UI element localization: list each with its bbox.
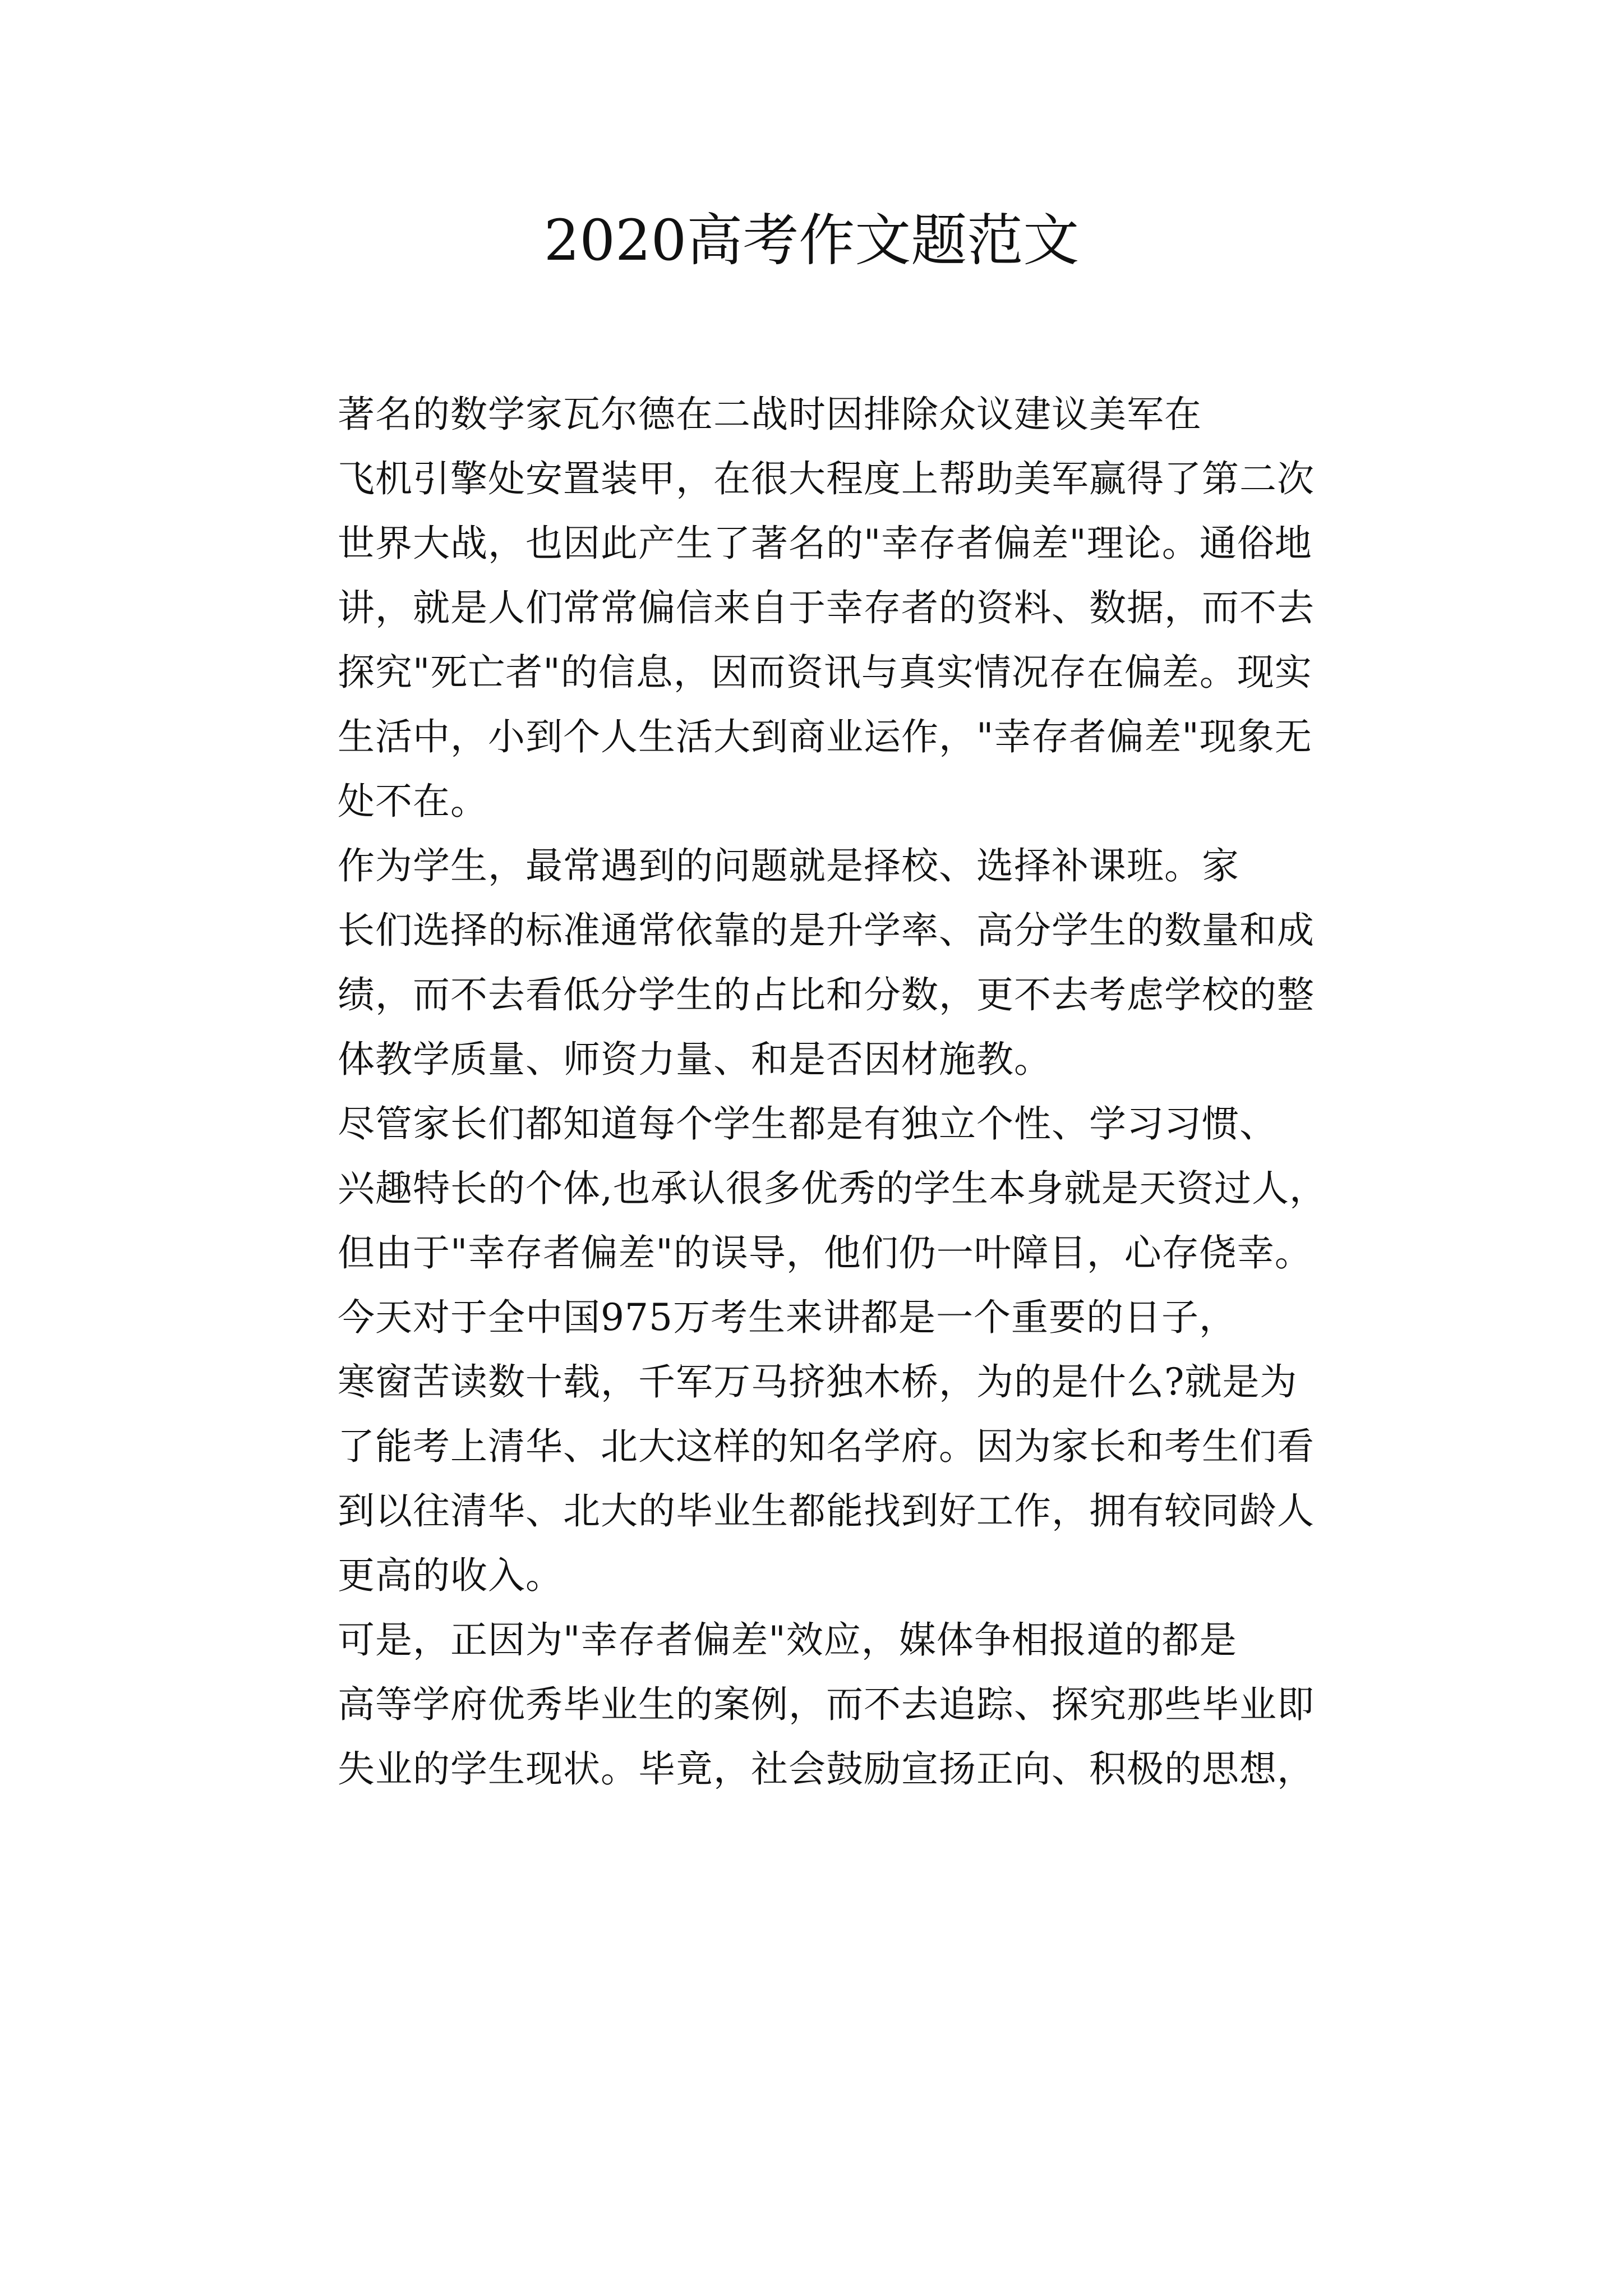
text-line: 今天对于全中国975万考生来讲都是一个重要的日子， xyxy=(338,1296,1237,1339)
text-line: 飞机引擎处安置装甲，在很大程度上帮助美军赢得了第二次 xyxy=(338,457,1315,500)
text-line: 世界大战，也因此产生了著名的"幸存者偏差"理论。通俗地 xyxy=(338,522,1312,565)
text-line: 但由于"幸存者偏差"的误导，他们仍一叶障目，心存侥幸。 xyxy=(338,1231,1312,1274)
text-line: 体教学质量、师资力量、和是否因材施教。 xyxy=(338,1038,1052,1081)
text-line: 处不在。 xyxy=(338,780,488,823)
text-line: 兴趣特长的个体,也承认很多优秀的学生本身就是天资过人， xyxy=(338,1167,1327,1210)
text-line: 生活中，小到个人生活大到商业运作，"幸存者偏差"现象无 xyxy=(338,715,1312,758)
text-line: 长们选择的标准通常依靠的是升学率、高分学生的数量和成 xyxy=(338,909,1315,952)
text-line: 到以往清华、北大的毕业生都能找到好工作，拥有较同龄人 xyxy=(338,1489,1315,1533)
text-line: 探究"死亡者"的信息，因而资讯与真实情况存在偏差。现实 xyxy=(338,651,1312,694)
paragraph-2 xyxy=(249,834,1382,1092)
text-line: 更高的收入。 xyxy=(338,1554,563,1597)
text-line: 失业的学生现状。毕竟，社会鼓励宣扬正向、积极的思想， xyxy=(338,1747,1315,1791)
text-line: 著名的数学家瓦尔德在二战时因排除众议建议美军在 xyxy=(338,393,1202,436)
paragraph-4 xyxy=(249,1285,1382,1608)
text-line: 可是，正因为"幸存者偏差"效应，媒体争相报道的都是 xyxy=(338,1618,1237,1662)
text-line: 尽管家长们都知道每个学生都是有独立个性、学习习惯、 xyxy=(338,1102,1277,1145)
text-line: 寒窗苦读数十载，千军万马挤独木桥，为的是什么?就是为 xyxy=(338,1360,1298,1404)
paragraph-5 xyxy=(249,1608,1382,1801)
text-line: 绩，而不去看低分学生的占比和分数，更不去考虑学校的整 xyxy=(338,973,1315,1016)
document-title: 2020高考作文题范文 xyxy=(543,208,1080,273)
paragraph-1 xyxy=(249,382,1382,834)
paragraph-3 xyxy=(249,1092,1382,1285)
text-line: 了能考上清华、北大这样的知名学府。因为家长和考生们看 xyxy=(338,1425,1315,1468)
document-body xyxy=(249,382,1382,1801)
text-line: 作为学生，最常遇到的问题就是择校、选择补课班。家 xyxy=(338,844,1239,887)
text-line: 讲，就是人们常常偏信来自于幸存者的资料、数据，而不去 xyxy=(338,586,1315,629)
text-line: 高等学府优秀毕业生的案例，而不去追踪、探究那些毕业即 xyxy=(338,1683,1315,1726)
